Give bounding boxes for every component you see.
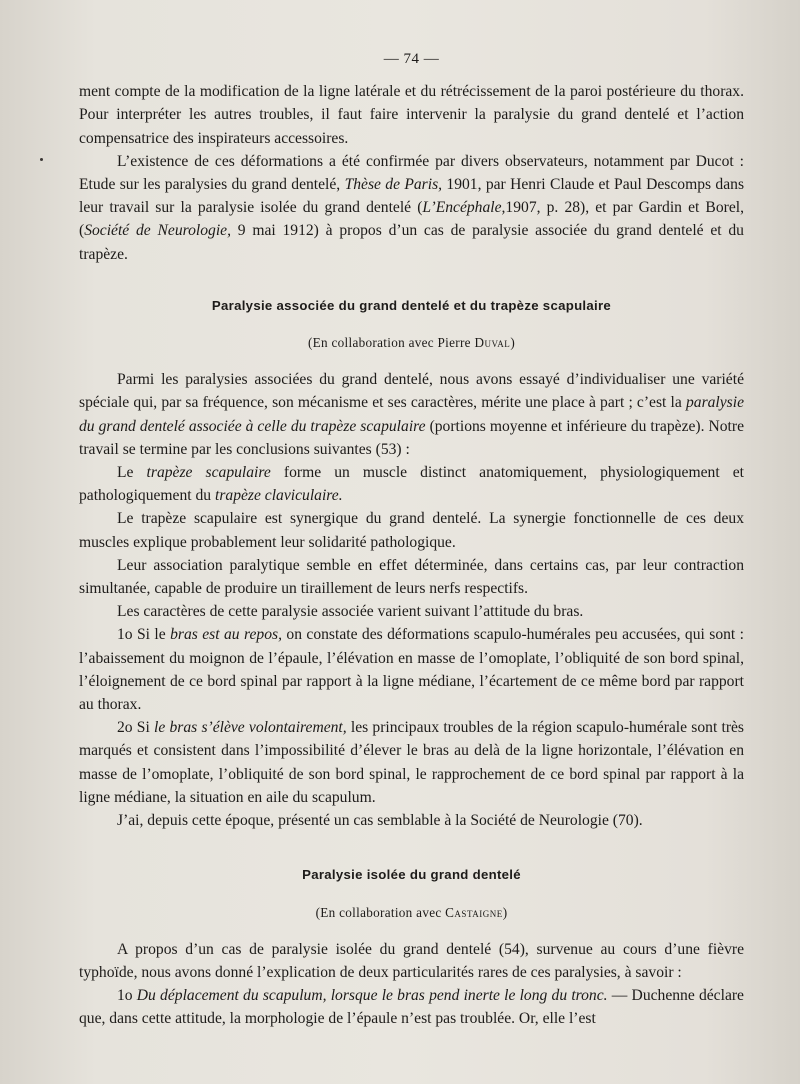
- paragraph-neurology-society: J’ai, depuis cette époque, présenté un cas semblable à la Société de Neurologie (70).: [117, 812, 643, 830]
- collaboration-note-duval: (En collaboration avec Pierre Duval): [307, 335, 516, 351]
- paragraph-intro-associated: Parmi les paralysies associées du grand dentelé, nous avons essayé d’individualiser une variété spéciale qui, par sa fréquence, son mécanisme et ses caractères, mérite une place à part ; c’est la paralysie du grand dentelé associée à celle du trapèze scapulaire (portions moyenne et inférieure du trapèze). Notre travail se termine par les conclusions suivantes (53) :: [79, 371, 745, 458]
- text-column: [79, 48, 744, 1031]
- page-number: — 74 —: [383, 51, 440, 67]
- section-heading-isolated-paralysis: Paralysie isolée du grand dentelé: [302, 867, 521, 883]
- collaboration-note-castaigne: (En collaboration avec Castaigne): [315, 904, 508, 920]
- paragraph-arm-raised: 2o Si le bras s’élève volontairement, les principaux troubles de la région scapulo-humérale sont très marqués et consistent dans l’impossibilité d’élever le bras au delà de la ligne horizontale, l’élévation en masse de l’omoplate, l’obliquité de son bord spinal, le rapprochement de ce bord spinal par rapport à la ligne médiane, la situation en aile du scapulum.: [79, 719, 744, 806]
- paragraph-association: Leur association paralytique semble en effet déterminée, dans certains cas, par leur contraction simultanée, capable de produire un tiraillement de leurs nerfs respectifs.: [79, 556, 744, 598]
- paragraph-observers: L’existence de ces déformations a été confirmée par divers observateurs, notamment par Ducot : Etude sur les paralysies du grand dentelé, Thèse de Paris, 1901, par Henri Claude et Paul Descomps dans leur travail sur la paralysie isolée du grand dentelé (L’Encéphale,1907, p. 28), et par Gardin et Borel, (Société de Neurologie, 9 mai 1912) à propos d’un cas de paralysie associée du grand dentelé et du trapèze.: [79, 152, 745, 263]
- paragraph-continuation: ment compte de la modification de la ligne latérale et du rétrécissement de la paroi postérieure du thorax. Pour interpréter les autres troubles, il faut faire intervenir la paralysie du grand dentelé et l’action compensatrice des inspirateurs accessoires.: [79, 83, 744, 147]
- paragraph-typhoid-case: A propos d’un cas de paralysie isolée du grand dentelé (54), survenue au cours d’une fièvre typhoïde, nous avons donné l’explication de deux particularités rares de ces paralysies, à savoir :: [79, 940, 744, 981]
- paragraph-scapular-trapezius: Le trapèze scapulaire forme un muscle distinct anatomiquement, physiologiquement et pathologiquement du trapèze claviculaire.: [79, 464, 744, 505]
- paragraph-scapulum-displacement: 1o Du déplacement du scapulum, lorsque le bras pend inerte le long du tronc. — Duchenne déclare que, dans cette attitude, la morphologie de l’épaule n’est pas troublée. Or, elle l’est: [79, 987, 744, 1028]
- section-heading-associated-paralysis: Paralysie associée du grand dentelé et du trapèze scapulaire: [211, 297, 612, 313]
- paragraph-arm-at-rest: 1o Si le bras est au repos, on constate des déformations scapulo-humérales peu accusées, qui sont : l’abaissement du moignon de l’épaule, l’élévation en masse de l’omoplate, l’obliquité de son bord spinal, l’éloignement de ce bord spinal par rapport à la ligne médiane, l’écartement de ce même bord par rapport au thorax.: [79, 626, 744, 714]
- paragraph-synergy: Le trapèze scapulaire est synergique du grand dentelé. La synergie fonctionnelle de ces deux muscles explique probablement leur solidarité pathologique.: [79, 510, 744, 551]
- ink-speck: [40, 158, 43, 161]
- paragraph-characters: Les caractères de cette paralysie associée varient suivant l’attitude du bras.: [117, 603, 584, 621]
